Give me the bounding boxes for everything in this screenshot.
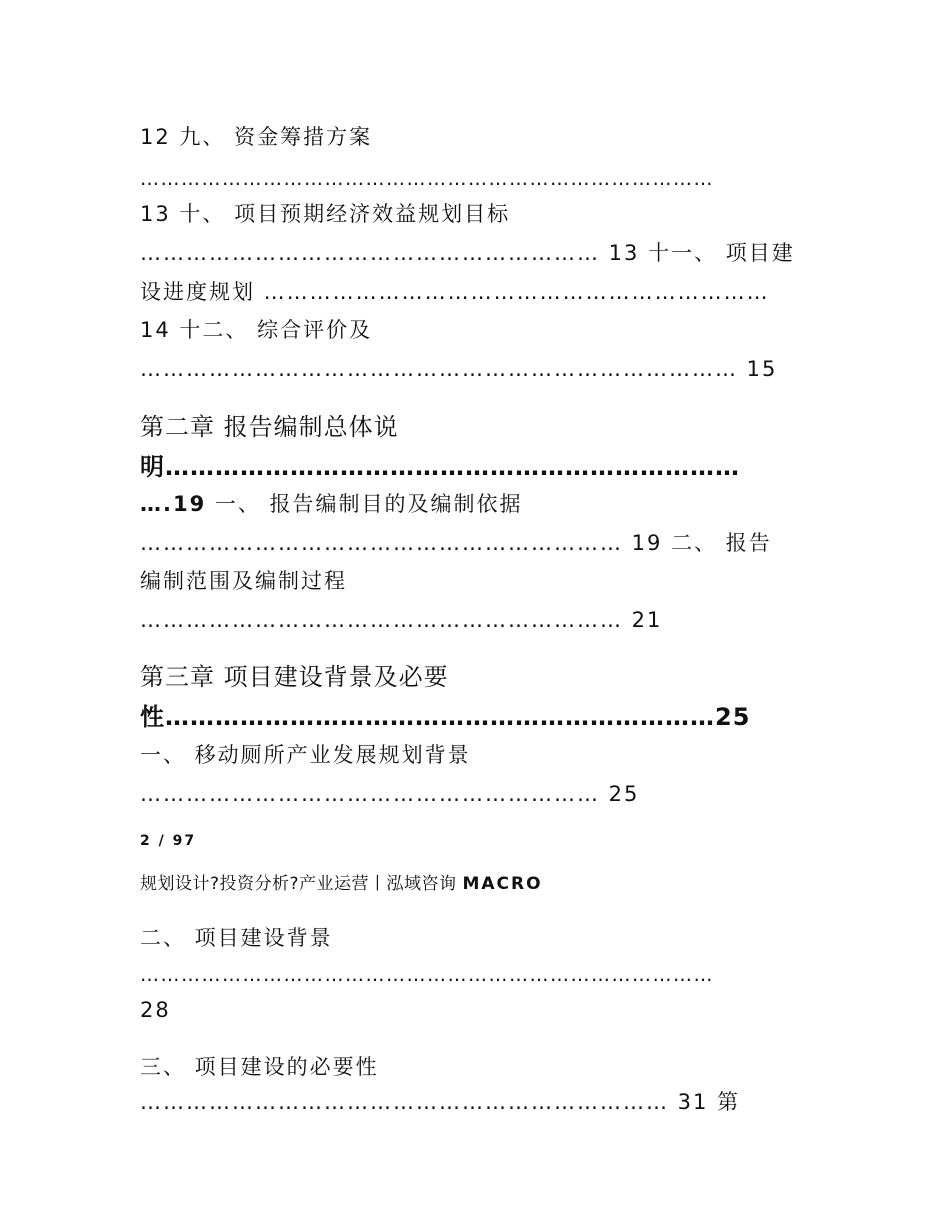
toc-entry: 13 十、 项目预期经济效益规划目标 [140, 202, 511, 226]
toc-leader: ……………………………………………………… 21 [140, 608, 663, 632]
chapter-leader: 性…………………………………………………………25 [140, 703, 751, 731]
toc-leader: ………………………………………………………………………… [140, 964, 714, 986]
chapter-leader: 明…………………………………………………………… [140, 453, 740, 481]
page-header [140, 876, 543, 893]
chapter-heading: 第二章 报告编制总体说 [140, 413, 399, 441]
header-brand: MACRO [462, 874, 543, 894]
toc-entry: 二、 项目建设背景 [140, 926, 333, 950]
toc-page-number: 28 [140, 998, 171, 1022]
toc-entry: 12 九、 资金筹措方案 [140, 125, 373, 149]
toc-entry [140, 494, 523, 515]
toc-leader: ………………………………………………………………………… [140, 168, 714, 190]
toc-entry: ……………………………………………………… 19 二、 报告 [140, 531, 772, 555]
toc-entry: 14 十二、 综合评价及 [140, 318, 373, 342]
toc-entry: …………………………………………………………… 31 第 [140, 1090, 741, 1114]
page-number: 2 / 97 [140, 833, 197, 849]
toc-entry-text: 一、 报告编制目的及编制依据 [206, 492, 523, 516]
chapter-page-number: ….19 [140, 492, 207, 516]
toc-entry: 一、 移动厕所产业发展规划背景 [140, 743, 471, 767]
chapter-heading: 第三章 项目建设背景及必要 [140, 663, 449, 691]
toc-leader: …………………………………………………………………… 15 [140, 357, 778, 381]
header-text: 规划设计?投资分析?产业运营丨泓域咨询 [140, 874, 463, 894]
toc-leader: …………………………………………………… 25 [140, 782, 640, 806]
toc-entry: 编制范围及编制过程 [140, 569, 347, 593]
toc-entry: 设进度规划 ………………………………………………………… [140, 280, 770, 304]
toc-entry: …………………………………………………… 13 十一、 项目建 [140, 241, 795, 265]
toc-entry: 三、 项目建设的必要性 [140, 1055, 379, 1079]
